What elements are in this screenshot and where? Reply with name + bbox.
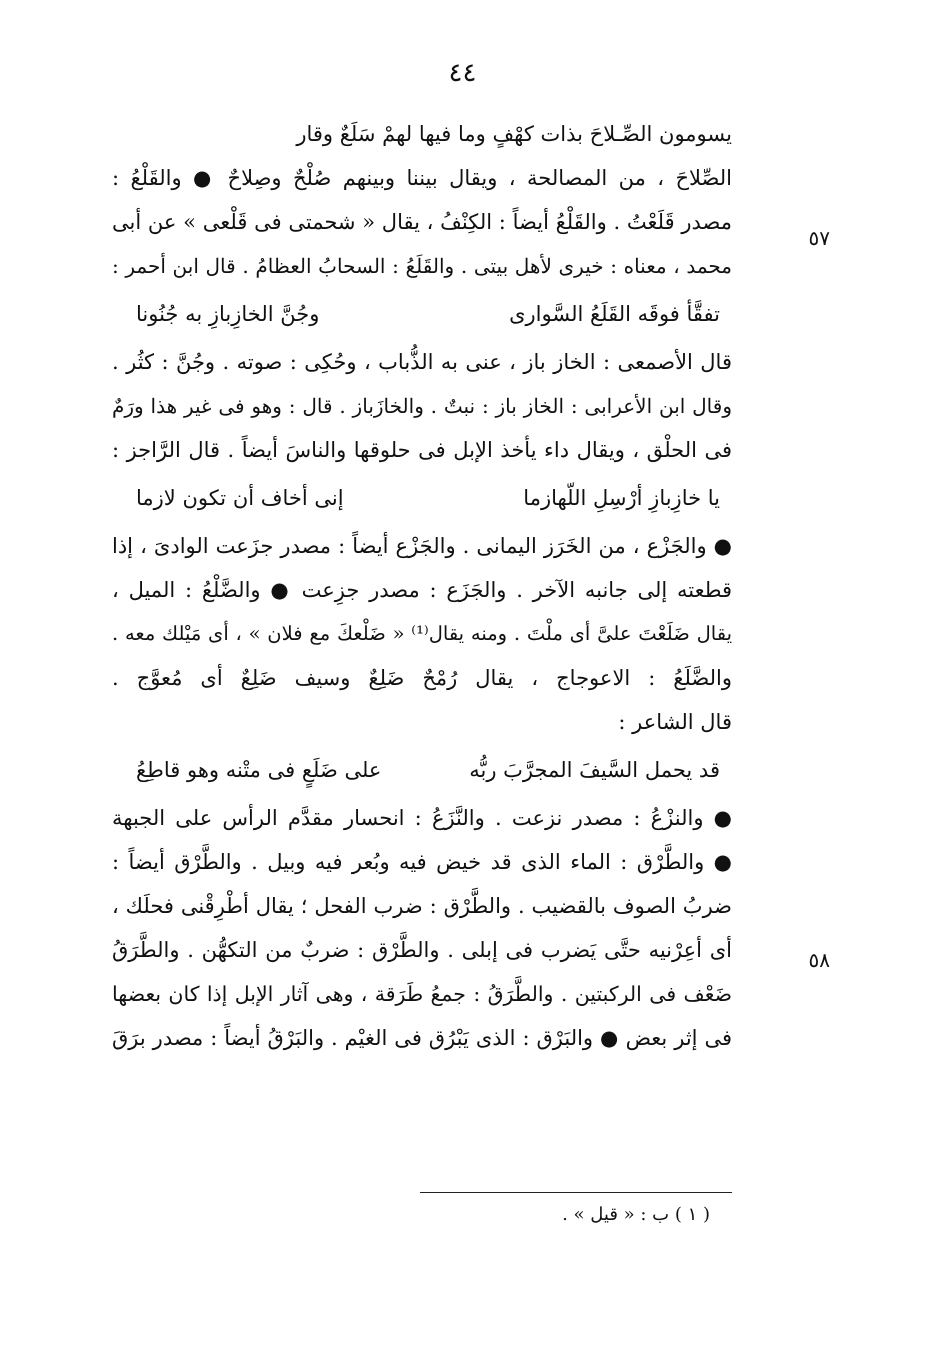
text-line: قطعته إلى جانبه الآخر . والجَزَع : مصدر جزِعت ● والضَّلْعُ : الميل ، bbox=[112, 578, 732, 602]
text-line: والضَّلَعُ : الاعوجاج ، يقال رُمْحٌ ضَلِعٌ وسيف ضَلِعٌ أى مُعوَّج . bbox=[112, 666, 732, 690]
text-line: ضربُ الصوف بالقضيب . والطَّرْق : ضرب الفحل ؛ يقال أطْرِقْنى فحلَك ، bbox=[112, 894, 732, 918]
text-line: وقال ابن الأعرابى : الخاز باز : نبتٌ . والخازَباز . قال : وهو فى غير هذا ورَمٌ bbox=[112, 394, 732, 418]
verse-line bbox=[112, 744, 732, 796]
verse-hemistich-first: يا خازِبازِ أرْسِلِ اللّهازما bbox=[523, 486, 720, 510]
text-line: ضَعْف فى الركبتين . والطَّرَقُ : جمعُ طَرَقة ، وهى آثار الإبل إذا كان بعضها bbox=[112, 982, 732, 1006]
margin-number-58: ٥٨ bbox=[808, 948, 830, 972]
main-text bbox=[112, 112, 732, 1060]
text-line: محمد ، معناه : خيرى لأهل بيتى . والقَلَعُ : السحابُ العظامُ . قال ابن أحمر : bbox=[112, 254, 732, 278]
text-line: مصدر قَلَعْتُ . والقَلْعُ أيضاً : الكِنْفُ ، يقال « شحمتى فى قَلْعى » عن أبى bbox=[112, 210, 732, 234]
text-line: يسومون الصِّـلاحَ بذات كهْفٍ وما فيها لهمْ سَلَعٌ وقار bbox=[296, 122, 732, 146]
text-line: يقال ضَلَعْتَ علىَّ أى ملْتَ . ومنه يقال⁽¹⁾ « ضَلْعكَ مع فلان » ، أى مَيْلك معه . bbox=[112, 622, 732, 645]
text-line: ● والجَزْع ، من الخَرَز اليمانى . والجَزْع أيضاً : مصدر جزَعت الوادىَ ، إذا bbox=[112, 534, 732, 558]
text-line: ● والنزْعُ : مصدر نزعت . والنَّزَعُ : انحسار مقدَّم الرأس على الجبهة bbox=[112, 806, 732, 830]
text-line: قال الشاعر : bbox=[618, 710, 732, 734]
margin-number-57: ٥٧ bbox=[808, 226, 830, 250]
text-line: ● والطَّرْق : الماء الذى قد خيض فيه وبُعر فيه وبيل . والطَّرْق أيضاً : bbox=[112, 850, 732, 874]
verse-hemistich-second: على ضَلَعٍ فى متْنه وهو قاطِعُ bbox=[136, 758, 382, 782]
verse-hemistich-second: وجُنَّ الخازِبازِ به جُنُونا bbox=[136, 302, 320, 326]
verse-hemistich-second: إنى أخاف أن تكون لازما bbox=[136, 486, 344, 510]
footnote: ( ١ ) ب : « قيل » . bbox=[562, 1204, 710, 1225]
text-line: فى إثر بعض ● والبَرْق : الذى يَبْرُق فى الغيْم . والبَرْقُ أيضاً : مصدر برَقَ bbox=[112, 1026, 732, 1050]
footnote-divider bbox=[420, 1192, 732, 1193]
text-line: قال الأصمعى : الخاز باز ، عنى به الذُّباب ، وحُكِى : صوته . وجُنَّ : كثُر . bbox=[112, 350, 732, 374]
page-number: ٤٤ bbox=[448, 58, 477, 88]
text-line: أى أعِرْنيه حتَّى يَضرب فى إبلى . والطَّرْق : ضربٌ من التكهُّن . والطَّرَقُ bbox=[112, 938, 732, 962]
text-line: فى الحلْق ، ويقال داء يأخذ الإبل فى حلوقها والناسَ أيضاً . قال الرَّاجز : bbox=[112, 438, 732, 462]
verse-line bbox=[112, 472, 732, 524]
verse-hemistich-first: قد يحمل السَّيفَ المجرَّبَ ربُّه bbox=[469, 758, 720, 782]
verse-hemistich-first: تفقَّأ فوقَه القَلَعُ السَّوارى bbox=[509, 302, 720, 326]
text-line: الصِّلاحَ ، من المصالحة ، ويقال بيننا وبينهم صُلْحٌ وصِلاحٌ ● والقَلْعُ : bbox=[112, 166, 732, 190]
verse-line bbox=[112, 288, 732, 340]
